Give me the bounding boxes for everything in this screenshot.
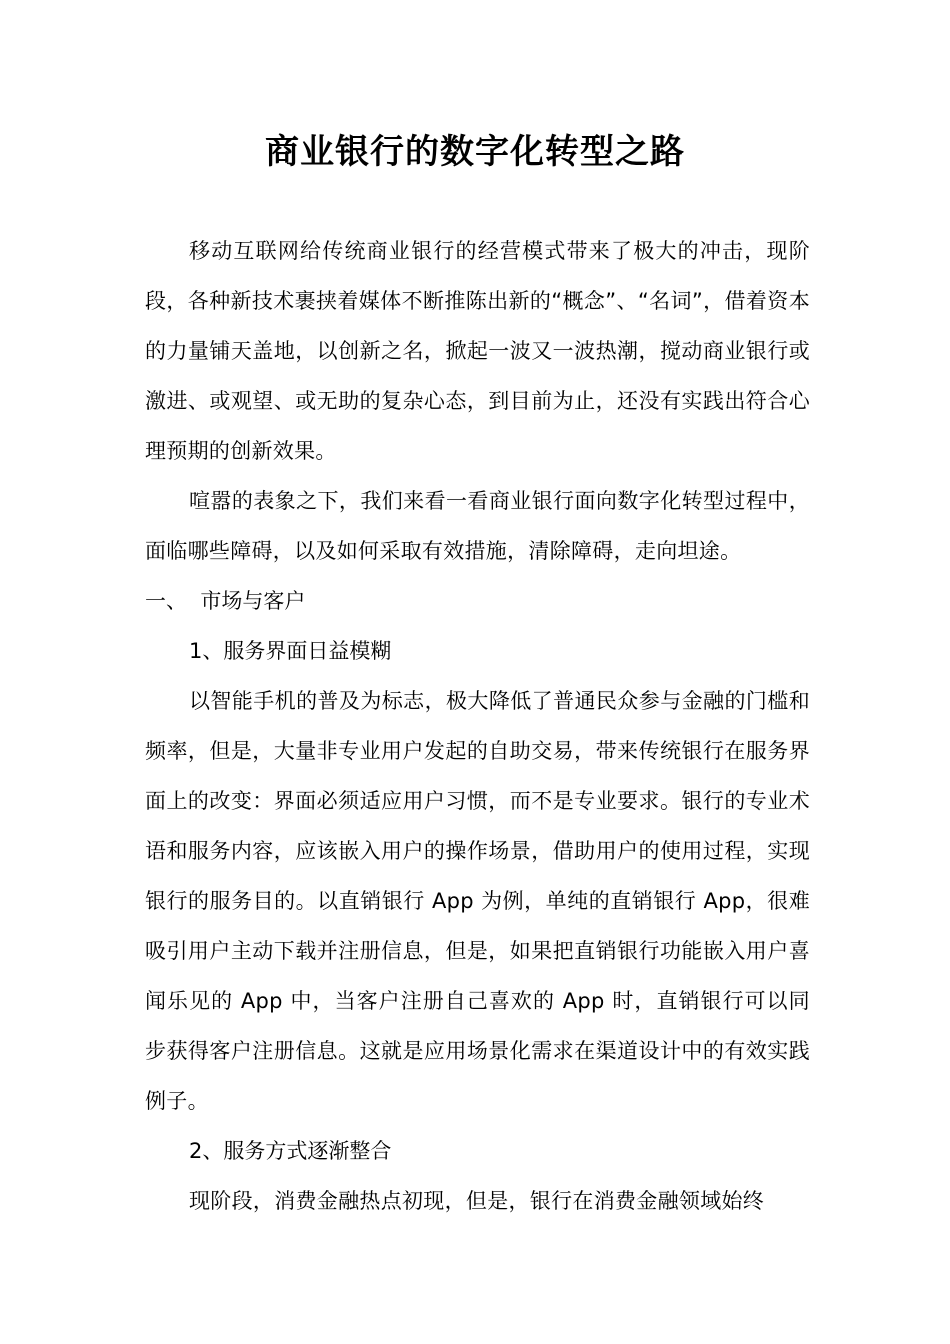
document-body <box>145 226 810 1226</box>
subheading-service-integration: 2、服务方式逐渐整合 <box>189 1139 392 1163</box>
service-integration-paragraph: 现阶段，消费金融热点初现，但是，银行在消费金融领域始终 <box>189 1189 765 1213</box>
section-heading-market-customers: 一、 市场与客户 <box>145 589 306 613</box>
subheading-service-interface: 1、服务界面日益模糊 <box>189 639 392 663</box>
document-title: 商业银行的数字化转型之路 <box>265 132 685 172</box>
service-interface-paragraph: 以智能手机的普及为标志，极大降低了普通民众参与金融的门槛和频率，但是，大量非专业用户发起的自助交易，带来传统银行在服务界面上的改变：界面必须适应用户习惯，而不是专业要求。银行的专业术语和服务内容，应该嵌入用户的操作场景，借助用户的使用过程，实现银行的服务目的。以直销银行 App 为例，单纯的直销银行 App，很难吸引用户主动下载并注册信息，但是，如果把直销银行功能嵌入用户喜闻乐见的 App 中，当客户注册自己喜欢的 App 时，直销银行可以同步获得客户注册信息。这就是应用场景化需求在渠道设计中的有效实践例子。 <box>145 689 810 1113</box>
intro-paragraph: 移动互联网给传统商业银行的经营模式带来了极大的冲击，现阶段，各种新技术裹挟着媒体不断推陈出新的“概念”、“名词”，借着资本的力量铺天盖地，以创新之名，掀起一波又一波热潮，搅动商业银行或激进、或观望、或无助的复杂心态，到目前为止，还没有实践出符合心理预期的创新效果。 <box>145 239 810 463</box>
overview-paragraph: 喧嚣的表象之下，我们来看一看商业银行面向数字化转型过程中，面临哪些障碍，以及如何采取有效措施，清除障碍，走向坦途。 <box>145 489 810 563</box>
